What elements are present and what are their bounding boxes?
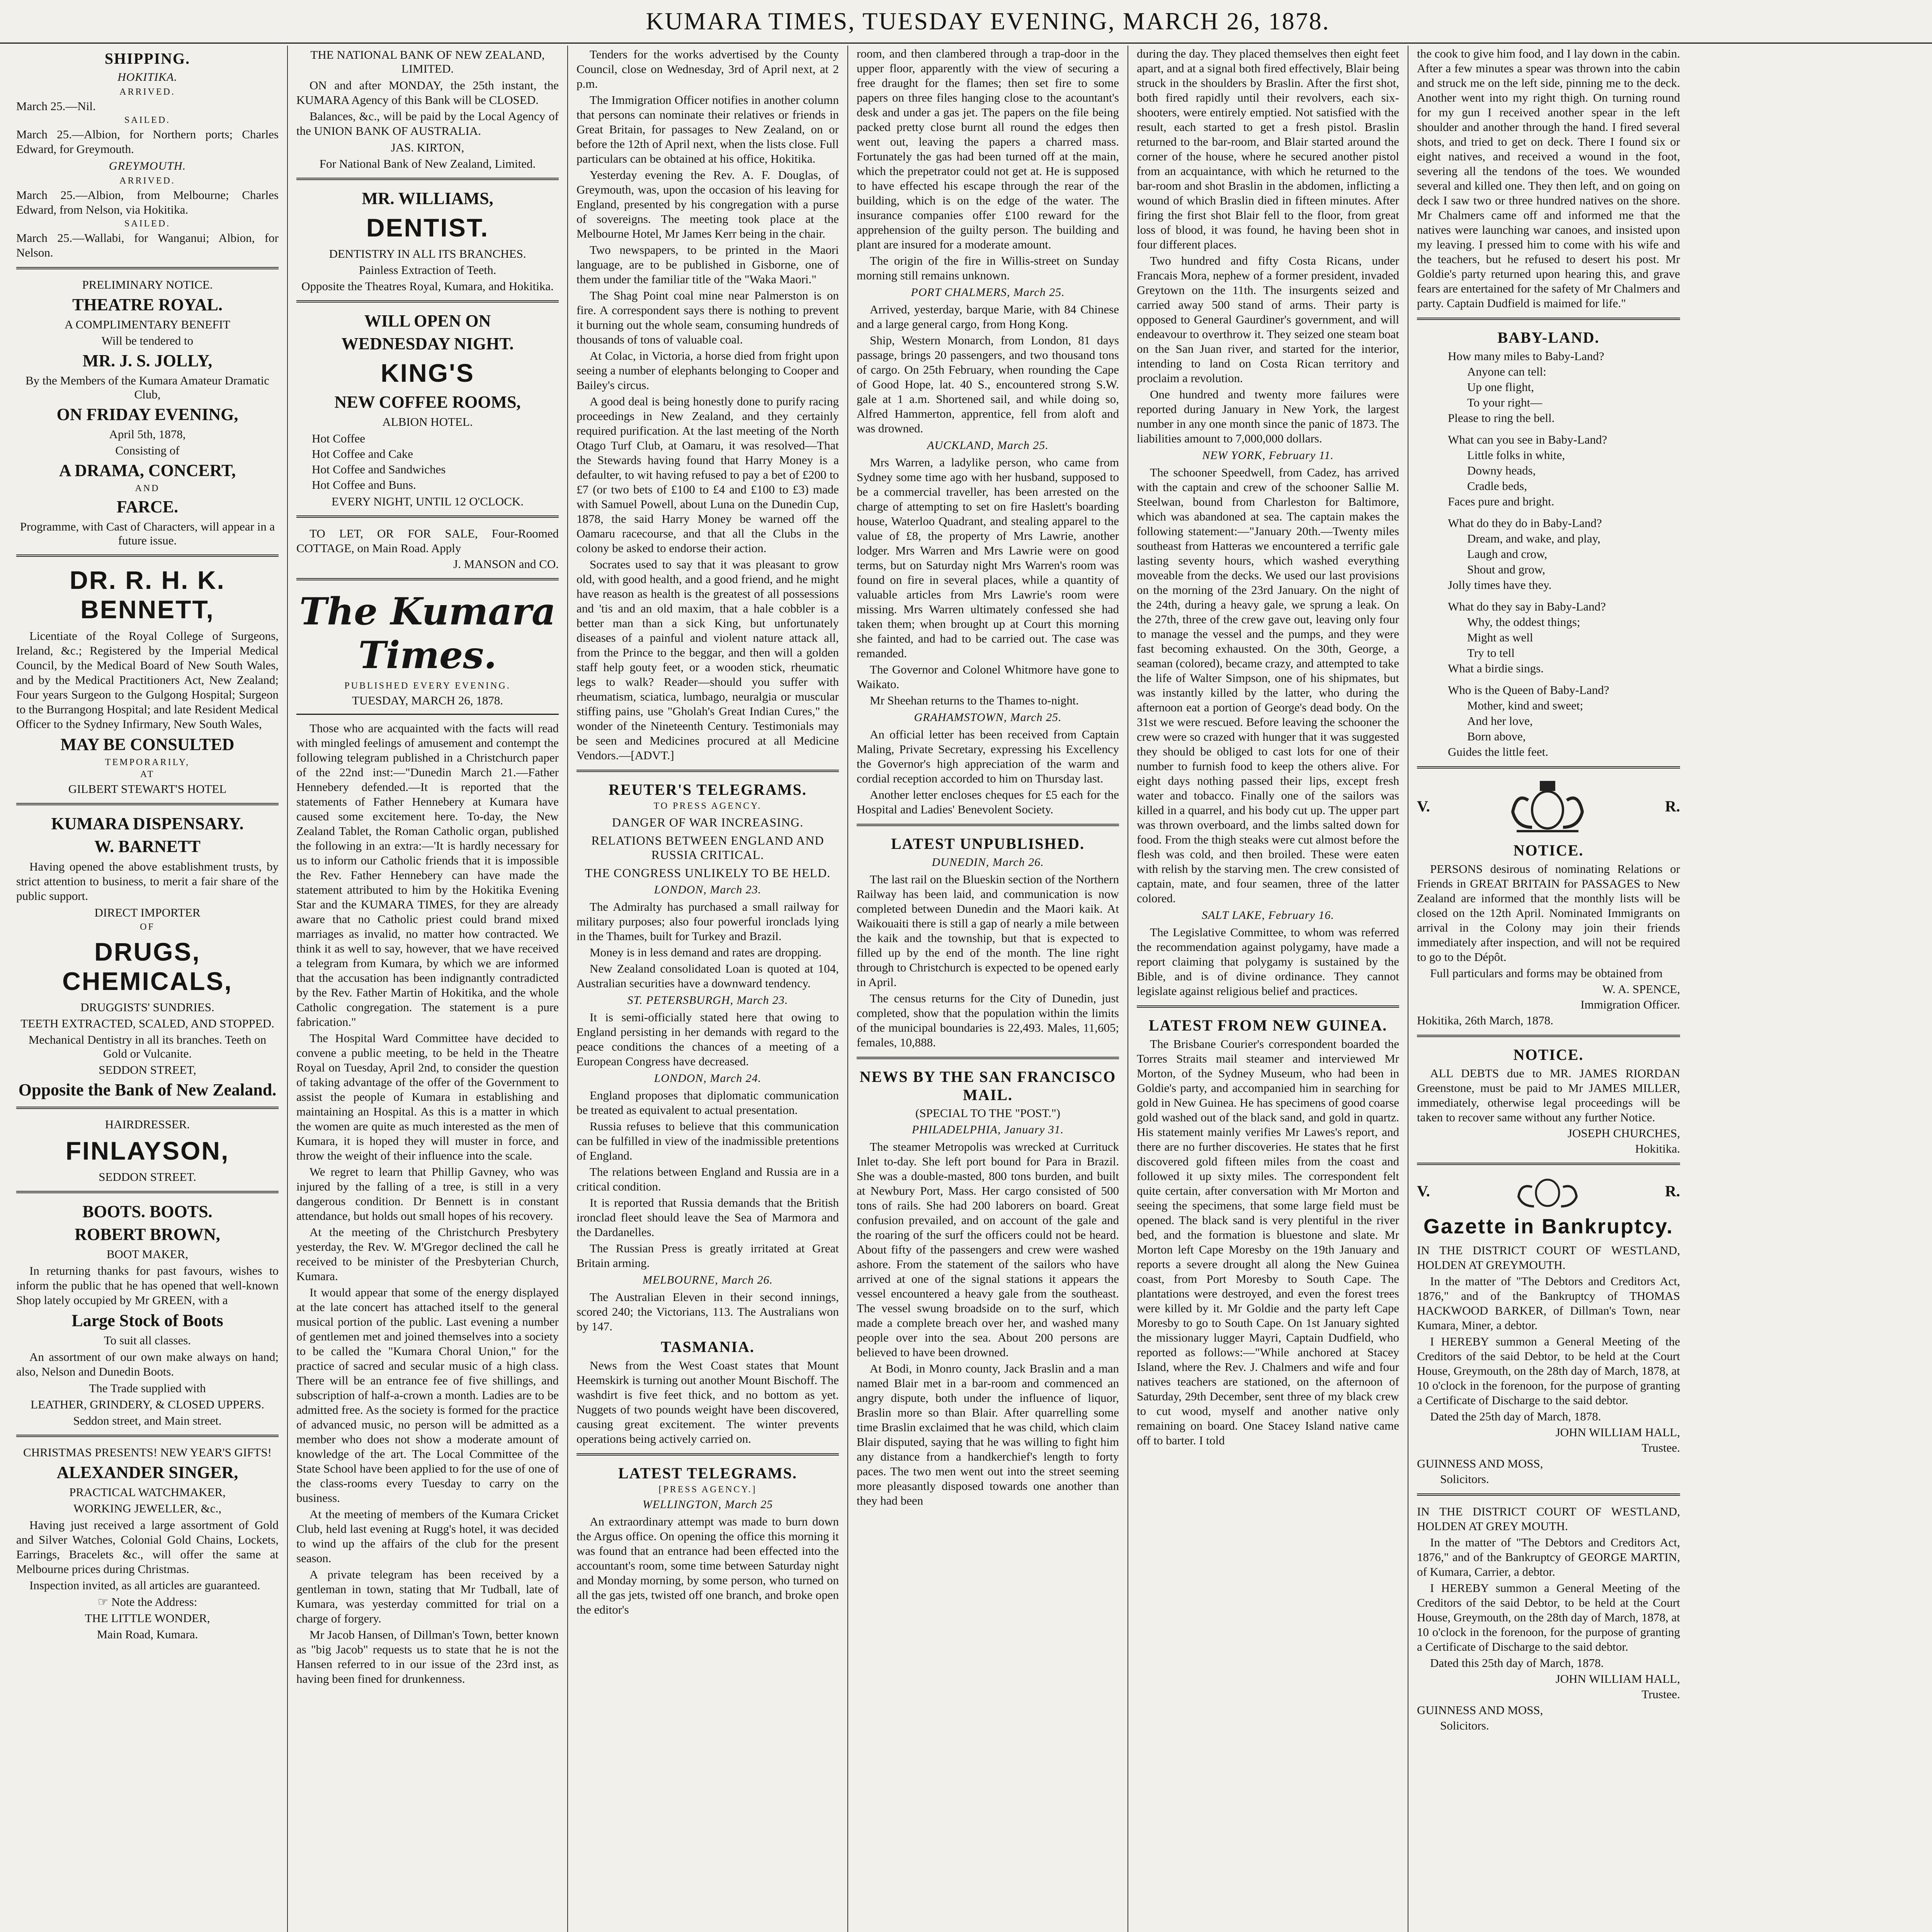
poem-line: What do they do in Baby-Land? xyxy=(1448,516,1602,530)
reuters-3: New Zealand consolidated Loan is quoted at 104, Australian securities have a downward tendency. xyxy=(577,962,839,990)
poem-line: Try to tell xyxy=(1467,646,1515,660)
wellington-dateline: WELLINGTON, March 25 xyxy=(642,1498,773,1511)
divider xyxy=(296,578,559,582)
hokitika-arrived: March 25.—Nil. xyxy=(16,99,96,113)
para-3: One hundred and twenty more failures were reported during January in New York, the largest number in any one month since the panic of 1873. The liabilities amount to 7,000,000 dollars. xyxy=(1137,388,1399,445)
greymouth-heading: GREYMOUTH. xyxy=(109,160,186,172)
divider xyxy=(577,770,839,774)
trustee-1: Trustee. xyxy=(1641,1441,1680,1454)
sailed-label: SAILED. xyxy=(124,115,171,125)
poem-line: Little folks in white, xyxy=(1467,448,1565,462)
poem-line: What can you see in Baby-Land? xyxy=(1448,433,1607,446)
poem-line: Jolly times have they. xyxy=(1448,578,1552,592)
press-agency: TO PRESS AGENCY. xyxy=(653,801,762,811)
watchmaker: PRACTICAL WATCHMAKER, xyxy=(69,1485,226,1499)
crest-v-2: V. xyxy=(1417,1182,1430,1200)
bank-text: ON and after MONDAY, the 25th instant, the KUMARA Agency of this Bank will be CLOSED. xyxy=(296,78,559,107)
divider xyxy=(296,300,559,304)
divider xyxy=(16,1107,279,1111)
reuters-heading: REUTER'S TELEGRAMS. xyxy=(609,781,807,798)
arrived-label-2: ARRIVED. xyxy=(119,176,175,186)
coffee-3: Hot Coffee and Sandwiches xyxy=(312,463,446,476)
poem-line: Downy heads, xyxy=(1467,464,1536,477)
bankruptcy-4: I HEREBY summon a General Meeting of the Creditors of the said Debtor, to be held at the Court House, Greymouth, on the 28th day of March, 1878, at 10 o'clock in the forenoon, for the purpose of granting a Certificate of Discharge to the said debtor. xyxy=(1417,1581,1680,1653)
editorial-6: At the meeting of members of the Kumara Cricket Club, held last evening at Rugg's hotel, it was decided to wind up the affairs of the club for the present season. xyxy=(296,1507,559,1565)
bank-text-2: Balances, &c., will be paid by the Local Agency of the UNION BANK OF AUSTRALIA. xyxy=(296,109,559,138)
baby-land-heading: BABY-LAND. xyxy=(1497,329,1600,346)
suit-classes: To suit all classes. xyxy=(104,1333,191,1347)
poem-line: Might as well xyxy=(1467,631,1533,644)
para-3: Yesterday evening the Rev. A. F. Douglas, of Greymouth, was, upon the occasion of his leaving for England, presented by his congregation with a purse of sovereigns. The meeting took place at the Melbourne Hotel, Mr James Kerr being in the chair. xyxy=(577,168,839,240)
reuters-4: It is semi-officially stated here that owing to England persisting in her demands with regard to the peace conditions the chances of a meeting of a European Congress have decreased. xyxy=(577,1010,839,1068)
divider xyxy=(16,1435,279,1439)
court-1: IN THE DISTRICT COURT OF WESTLAND, HOLDEN AT GREYMOUTH. xyxy=(1417,1243,1680,1272)
editorial-3: We regret to learn that Phillip Gavney, who was injured by the falling of a tree, is still in a very dangerous condition. Dr Bennett is in constant attendance, but holds out small hopes of his recovery. xyxy=(296,1165,559,1223)
pointing-hand-icon: ☞ xyxy=(97,1595,112,1609)
sailed-label-2: SAILED. xyxy=(124,219,171,229)
masthead: KUMARA TIMES, TUESDAY EVENING, MARCH 26, 1878. xyxy=(0,0,1932,44)
editorial-4: At the meeting of the Christchurch Presbytery yesterday, the Rev. W. M'Gregor declined the call he received to be minister of the Presbyterian Church, Kumara. xyxy=(296,1225,559,1283)
column-6 xyxy=(1408,46,1689,1932)
notice-2: Full particulars and forms may be obtained from xyxy=(1430,966,1663,980)
royal-coat-of-arms-icon xyxy=(1501,777,1594,835)
baby-land-poem xyxy=(1417,349,1680,759)
sundries: DRUGGISTS' SUNDRIES. xyxy=(80,1000,214,1014)
divider xyxy=(1417,1163,1680,1167)
bankruptcy-1: In the matter of "The Debtors and Creditors Act, 1876," and of the Bankruptcy of THOMAS HACKWOOD BARKER, of Dillman's Town, near Kumara, Miner, a debtor. xyxy=(1417,1274,1680,1332)
poem-line: Cradle beds, xyxy=(1467,479,1527,493)
para-2: The origin of the fire in Willis-street on Sunday morning still remains unknown. xyxy=(857,254,1119,282)
friday-evening: ON FRIDAY EVENING, xyxy=(56,405,238,424)
column-5 xyxy=(1128,46,1408,1932)
greymouth-arrived: March 25.—Albion, from Melbourne; Charles Edward, from Nelson, via Hokitika. xyxy=(16,188,279,216)
london-dateline: LONDON, March 23. xyxy=(654,883,762,896)
theatre-royal: THEATRE ROYAL. xyxy=(72,295,223,314)
para-4: Ship, Western Monarch, from London, 81 days passage, brings 20 passengers, and two thousand tons of cargo. On 25th February, when rounding the Cape of Good Hope, lat. 40 S., encountered strong S.W. gale at 1 a.m. Shortened sail, and while doing so, Alfred Hammerton, apprentice, fell from aloft and was drowned. xyxy=(857,333,1119,435)
arrived-label: ARRIVED. xyxy=(119,87,175,97)
para-5: Mrs Warren, a ladylike person, who came from Sydney some time ago with her husband, supposed to be a commercial traveller, has been arrested on the charge of attempting to set on fire Haslett's boarding house, Waterloo Quadrant, and stealing apparel to the value of £8, the property of Mrs Lawrie, another lodger. Mrs Warren and Mrs Lawrie were on good terms, but on Saturday night Mrs Warren's room was found on fire in several places, while a quantity of valuable articles from Mrs Lawrie's room were missing. Mrs Warren ultimately confessed she had taken them; when brought up at Court this morning she fainted, and had to be carried out. The case was remanded. xyxy=(857,456,1119,660)
bennett-text: Licentiate of the Royal College of Surgeons, Ireland, &c.; Registered by the Imperial Medical Council, by the Medical Board of New South Wales, and by the Medical Practitioners Act, New Zealand; Four years Surgeon to the Gulgong Hospital; Surgeon to the Burrangong Hospital; and late Resident Medical Officer to the Sydney Infirmary, New South Wales, xyxy=(16,629,279,731)
alexander-singer: ALEXANDER SINGER, xyxy=(56,1463,238,1482)
grahamstown-dateline: GRAHAMSTOWN, March 25. xyxy=(914,711,1062,724)
bank-heading: THE NATIONAL BANK OF NEW ZEALAND, LIMITED. xyxy=(310,48,545,75)
little-wonder: THE LITTLE WONDER, xyxy=(85,1611,210,1625)
programme: Programme, with Cast of Characters, will appear in a future issue. xyxy=(20,520,275,547)
royal-crest-row xyxy=(1417,777,1680,835)
cont-1: the cook to give him food, and I lay down in the cabin. After a few minutes a spear was thrown into the cabin and struck me on the left side, pinning me to the deck. Another went into my right thigh. On turning round for my gun I received another spear in the left shoulder and another through the hand. I fired several shots, and tried to get on deck. There I found six or eight natives, and received a wound in the foot, severing all the tendons of the toes. We wounded several and killed one. They then left, and on going on deck I saw two or three hundred natives on the shore. Mr Chalmers came off and informed me that the natives were launching war canoes, and insisted upon my leaving. I pressed him to come with his wife and the teachers, but he refused to desert his post. Mr Goldie's party returned upon hearing this, and grave fears are entertained for the safety of Mr Chalmers and party. Captain Dudfield is maimed for life." xyxy=(1417,47,1680,310)
singer-text: Having just received a large assortment of Gold and Silver Watches, Colonial Gold Chains, Lockets, Earrings, Bracelets &c., will offer the same at Melbourne prices during Christmas. xyxy=(16,1518,279,1576)
boot-maker: BOOT MAKER, xyxy=(106,1247,189,1261)
albion-hotel: ALBION HOTEL. xyxy=(382,415,473,429)
para-8: Socrates used to say that it was pleasant to grow old, with good health, and a good friend, and he might have reason as health is the greatest of all possessions and 'tis and an old maxim, that a hale cobbler is a better man than a sick King, but unfortunately diseases of a painful and violent nature attack all, from the Prince to the beggar, and then will a golden staff help gouty feet, or a wooden stick, rheumatic legs to walk? Reader—should you suffer with rheumatism, sciatica, lumbago, neuralgia or muscular stiffing pains, use "Gholah's Great Indian Cures," the wonder of the Nineteenth Century. Testimonials may be seen and Medicines procured at all Medicine Vendors.—[ADVT.] xyxy=(577,558,839,762)
kings: KING'S xyxy=(381,359,474,387)
para-12: The steamer Metropolis was wrecked at Currituck Inlet to-day. She left port bound for Para in Brazil. She was a double-masted, 800 tons burden, and built at Newbury Port, Mass. Her cargo consisted of 500 tons of rails. She had 200 laborers on board. Great confusion prevailed, and on account of the gale and the roaring of the surf the officers could not be heard. About fifty of the passengers and crew were washed ashore. From the statement of the sailors who have arrived at one of the signal stations it appears the vessel encountered a heavy gale from the southeast. The vessel swung broadside on to the surf, which made a complete breach over her, and washed many people over into the sea. About 200 persons are believed to have been drowned. xyxy=(857,1140,1119,1359)
column-4 xyxy=(848,46,1128,1932)
court-2: IN THE DISTRICT COURT OF WESTLAND, HOLDEN AT GREY MOUTH. xyxy=(1417,1505,1680,1533)
temporarily: TEMPORARILY, xyxy=(105,757,190,767)
para-6: The Governor and Colonel Whitmore have gone to Waikato. xyxy=(857,663,1119,691)
seddon-street-2: SEDDON STREET. xyxy=(99,1170,196,1184)
para-7: Mr Sheehan returns to the Thames to-night. xyxy=(870,694,1079,707)
unpublished-heading: LATEST UNPUBLISHED. xyxy=(891,835,1085,852)
hairdresser: HAIRDRESSER. xyxy=(105,1117,190,1131)
mechanical-dentistry: Mechanical Dentistry in all its branches. Teeth on Gold or Vulcanite. xyxy=(28,1033,267,1060)
divider xyxy=(857,1057,1119,1061)
dentist: DENTIST. xyxy=(366,213,489,242)
wednesday-night: WEDNESDAY NIGHT. xyxy=(341,334,514,353)
boots-heading: BOOTS. BOOTS. xyxy=(82,1202,213,1221)
divider xyxy=(296,714,559,715)
para-3: Arrived, yesterday, barque Marie, with 84 Chinese and a large general cargo, from Hong Kong. xyxy=(857,303,1119,331)
poem-line: Dream, and wake, and play, xyxy=(1467,532,1600,545)
latest-telegrams-heading: LATEST TELEGRAMS. xyxy=(618,1464,798,1482)
and-label: AND xyxy=(135,483,160,493)
kumara-times-title: The Kumara Times. xyxy=(299,590,556,677)
para-1: Tenders for the works advertised by the County Council, close on Wednesday, 3rd of April next, at 2 p.m. xyxy=(577,48,839,90)
coffee-2: Hot Coffee and Cake xyxy=(312,447,413,461)
editorial-2: The Hospital Ward Committee have decided to convene a public meeting, to be held in the Theatre Royal on Tuesday, April 2nd, to consider the question of taking advantage of the offer of the Government to assist the people of Kumara in establishing and maintaining an Hospital. As this is a matter in which the women are quite as much interested as the men of Kumara, it is hoped they will muster in force, and throw the weight of their influence into the scale. xyxy=(296,1031,559,1162)
cont-1: during the day. They placed themselves then eight feet apart, and at a signal both fired effectively, Blair being struck in the shoulders by Braslin. After the first shot, both fired rapidly until their revolvers, each six-shooters, were entirely emptied. Not satisfied with the result, each started to get a fresh pistol. Braslin returned to the bar-room, and Blair started around the corner of the house, where he secured another pistol from an acquaintance, with which he returned to the bar-room and shot Braslin in the abdomen, inflicting a wound of which Braslin died in fifteen minutes. After firing the first shot Blair fell to the floor, from great loss of blood, it was found, he having been shot in four different places. xyxy=(1137,47,1399,251)
gazette-heading: Gazette in Bankruptcy. xyxy=(1423,1215,1674,1238)
benefit: A COMPLIMENTARY BENEFIT xyxy=(65,318,230,331)
editorial-7: A private telegram has been received by a gentleman in town, stating that Mr Tudball, late of Kumara, was yesterday committed for trial on a charge of forgery. xyxy=(296,1568,559,1625)
crest-v: V. xyxy=(1417,797,1430,815)
tendered: Will be tendered to xyxy=(101,334,194,347)
divider xyxy=(1417,318,1680,321)
greymouth-sailed: March 25.—Wallabi, for Wanganui; Albion, for Nelson. xyxy=(16,231,279,259)
bennett-heading: DR. R. H. K. BENNETT, xyxy=(70,566,225,624)
guinness-2: GUINNESS AND MOSS, xyxy=(1417,1703,1543,1717)
press-agency-2: [PRESS AGENCY.] xyxy=(658,1485,757,1495)
teeth-extracted: TEETH EXTRACTED, SCALED, AND STOPPED. xyxy=(20,1017,274,1030)
divider xyxy=(1137,1005,1399,1009)
brown-text: In returning thanks for past favours, wishes to inform the public that he has opened that well-known Shop lately occupied by Mr GREEN, with a xyxy=(16,1264,279,1307)
san-francisco-heading: NEWS BY THE SAN FRANCISCO MAIL. xyxy=(859,1068,1116,1104)
hokitika-heading: HOKITIKA. xyxy=(117,71,177,83)
inspection: Inspection invited, as all articles are guaranteed. xyxy=(29,1578,260,1592)
barnett-text: Having opened the above establishment trusts, by strict attention to business, to merit a fair share of the public support. xyxy=(16,860,279,903)
poem-line: Up one flight, xyxy=(1467,380,1534,394)
consisting: Consisting of xyxy=(115,444,180,457)
cont-1: room, and then clambered through a trap-door in the upper floor, apparently with the view of securing a free draught for the flames; then set fire to some papers on three files hanging close to the acountant's desk and under a gas jet. The papers on the file being packed pretty close burnt all round the edges then went out, leaving the papers a charred mass. Fortunately the gas had been turned off at the main, which the prepetrator could not get at. He is supposed to have effected his escape through the rear of the building, which is on the edge of the water. The insurance companies offer £100 reward for the apprehension of the guilty person. The building and plant are insured for a moderate amount. xyxy=(857,47,1119,251)
main-road: Main Road, Kumara. xyxy=(97,1628,198,1641)
dispensary-heading: KUMARA DISPENSARY. xyxy=(51,814,244,833)
latest-1: An extraordinary attempt was made to burn down the Argus office. On opening the office this morning it was found that an entrance had been effected into the accountant's room, some time between Saturday night and Monday morning, by some person, who turned on all the gas jets, twisted off one branch, and broke open the editor's xyxy=(577,1515,839,1616)
coffee-1: Hot Coffee xyxy=(312,432,366,445)
notice-3: ALL DEBTS due to MR. JAMES RIORDAN Greenstone, must be paid to Mr JAMES MILLER, immediately, otherwise legal proceedings will be taken to recover same without any further Notice. xyxy=(1417,1066,1680,1124)
guinness-1: GUINNESS AND MOSS, xyxy=(1417,1457,1543,1470)
seddon-street: SEDDON STREET, xyxy=(99,1063,196,1077)
royal-coat-of-arms-icon xyxy=(1509,1173,1586,1208)
poem-line: What a birdie sings. xyxy=(1448,662,1544,675)
auckland-dateline: AUCKLAND, March 25. xyxy=(927,439,1049,452)
hokitika-2: Hokitika. xyxy=(1635,1142,1680,1155)
salt-lake-dateline: SALT LAKE, February 16. xyxy=(1202,909,1334,922)
dunedin-dateline: DUNEDIN, March 26. xyxy=(932,856,1044,869)
reuters-10: The Australian Eleven in their second innings, scored 240; the Victorians, 113. The Australians won by 147. xyxy=(577,1290,839,1333)
special-post: (SPECIAL TO THE "POST.") xyxy=(915,1106,1060,1120)
poem-line: Born above, xyxy=(1467,730,1526,743)
editorial-date: TUESDAY, MARCH 26, 1878. xyxy=(352,694,503,707)
notice-1: PERSONS desirous of nominating Relations or Friends in GREAT BRITAIN for PASSAGES to New Zealand are informed that the monthly lists will be closed on the 12th April. Nominated Immigrants on arrival in the Colony may join their friends immediately after inspection, and will not be required to go to the Dépôt. xyxy=(1417,862,1680,964)
kirton-title: For National Bank of New Zealand, Limited. xyxy=(319,157,536,170)
reuters-6: Russia refuses to believe that this communication can be fulfilled in view of the inadmissible pretentions of England. xyxy=(577,1119,839,1162)
published: PUBLISHED EVERY EVENING. xyxy=(344,681,511,691)
relations-heading: RELATIONS BETWEEN ENGLAND AND RUSSIA CRITICAL. xyxy=(591,833,824,862)
para-11: The census returns for the City of Dunedin, just completed, show that the population within the limits of the municipal boundaries is 22,493. Males, 11,605; females, 10,888. xyxy=(857,992,1119,1049)
port-chalmers-dateline: PORT CHALMERS, March 25. xyxy=(911,286,1065,299)
editorial-1: Those who are acquainted with the facts will read with mingled feelings of amusement and contempt the following telegram published in a Christchurch paper of the 22nd inst:—"Dunedin March 21.—Father Hennebery defended.—It is reported that the statements of Father Hennebery at Kumara have caused some excitement here. To-day, the New Zealand Tablet, the Roman Catholic organ, published the following in an extra:—'It is hardly necessary for us to inform our Catholic friends that it is impossible the Rev. Father Hennebery can have made the statement attributed to him by the Hokitika Evening Star and the KUMARA TIMES, for they are already aware that no Catholic priest could brand mixed marriages as invalid, no matter how contracted. We think it as well to say, however, that we have received a telegram from Kumara, by which we are informed that the accusation has been indignantly contradicted by the Rev. Father Martin of Hokitika, and the whole Catholic congregation. The statement is a pure fabrication." xyxy=(296,721,559,1029)
jeweller: WORKING JEWELLER, &c., xyxy=(73,1502,222,1515)
opposite-theatres: Opposite the Theatres Royal, Kumara, and Hokitika. xyxy=(301,279,554,293)
manson: J. MANSON and CO. xyxy=(453,557,559,571)
divider xyxy=(1417,766,1680,770)
coffee-rooms: NEW COFFEE ROOMS, xyxy=(334,393,521,412)
para-10: The last rail on the Blueskin section of the Northern Railway has been laid, and communication is now completed between Dunedin and the Maori kaik. At Waikouaiti there is still a gap of nearly a mile between the kaik and the township, but that is expected to filled up by the end of the month. The line right through to Christchurch is expected to be opened early in April. xyxy=(857,872,1119,989)
drama-concert: A DRAMA, CONCERT, xyxy=(59,461,236,480)
danger-heading: DANGER OF WAR INCREASING. xyxy=(612,815,804,829)
hall-1: JOHN WILLIAM HALL, xyxy=(1555,1425,1680,1439)
tasmania-1: News from the West Coast states that Mount Heemskirk is turning out another Mount Bischoff. The washdirt is five feet thick, and no bottom as yet. Nuggets of two pounds weight have been discovered, causing great excitement. The winter prevents operations being actively carried on. xyxy=(577,1359,839,1446)
hokitika-sailed: March 25.—Albion, for Northern ports; Charles Edward, for Greymouth. xyxy=(16,128,279,156)
assortment: An assortment of our own make always on hand; also, Nelson and Dunedin Boots. xyxy=(16,1350,279,1378)
robert-brown: ROBERT BROWN, xyxy=(75,1225,220,1244)
poem-line: What do they say in Baby-Land? xyxy=(1448,600,1606,613)
opposite-bank: Opposite the Bank of New Zealand. xyxy=(18,1080,277,1099)
notice-heading: NOTICE. xyxy=(1513,842,1584,859)
hokitika-date: Hokitika, 26th March, 1878. xyxy=(1417,1014,1554,1027)
para-2: Two hundred and fifty Costa Ricans, under Francais Mora, nephew of a former president, invaded Greytown on the 11th. The insurgents seized and carried away 500 stand of arms. Their party is opposed to General Gaurdiner's government, and will endeavour to overthrow it. They seized one steam boat on the San Juan river, and started for the interior, intending to land on Costa Rican territory and proclaim a revolution. xyxy=(1137,254,1399,385)
para-4: Two newspapers, to be printed in the Maori language, are to be published in Gisborne, one of them under the familiar title of the "Waka Maori." xyxy=(577,243,839,286)
trustee-2: Trustee. xyxy=(1641,1687,1680,1701)
reuters-7: The relations between England and Russia are in a critical condition. xyxy=(577,1165,839,1193)
spence: W. A. SPENCE, xyxy=(1602,982,1680,996)
seddon-main: Seddon street, and Main street. xyxy=(73,1414,222,1427)
tasmania-heading: TASMANIA. xyxy=(661,1338,755,1355)
jolly: MR. J. S. JOLLY, xyxy=(82,351,213,370)
poem-line: Mother, kind and sweet; xyxy=(1467,699,1583,712)
poem-line: Guides the little feet. xyxy=(1448,745,1548,759)
para-13: At Bodi, in Monro county, Jack Braslin and a man named Blair met in a bar-room and commenced an angry dispute, both under the influence of liquor, Braslin more so than Blair. After quarrelling some time Braslin exclaimed that he was child, which claim Blair disputed, saying that he was willing to fight him any distance from a handkerchief's length to forty paces. The two men went out into the street seeming more pleasantly disposed towards one another than they had been xyxy=(857,1362,1119,1507)
consulted: MAY BE CONSULTED xyxy=(60,735,235,754)
bankruptcy-3: In the matter of "The Debtors and Creditors Act, 1876," and of the Bankruptcy of GEORGE MARTIN, of Kumara, Carrier, a debtor. xyxy=(1417,1536,1680,1578)
para-6: At Colac, in Victoria, a horse died from fright upon seeing a number of elephants belonging to Cooper and Bailey's circus. xyxy=(577,349,839,392)
dentistry-branches: DENTISTRY IN ALL ITS BRANCHES. xyxy=(329,247,526,260)
trade-supplied: The Trade supplied with xyxy=(89,1381,206,1395)
poem-line: Shout and grow, xyxy=(1467,563,1546,576)
poem-line: Why, the oddest things; xyxy=(1467,615,1580,629)
congress-heading: THE CONGRESS UNLIKELY TO BE HELD. xyxy=(585,866,831,880)
dated-2: Dated this 25th day of March, 1878. xyxy=(1430,1656,1604,1670)
divider xyxy=(577,1453,839,1457)
by-members: By the Members of the Kumara Amateur Dramatic Club, xyxy=(26,374,269,401)
london-dateline-2: LONDON, March 24. xyxy=(654,1072,762,1085)
poem-line: And her love, xyxy=(1467,714,1533,728)
para-4: The schooner Speedwell, from Cadez, has arrived with the captain and crew of the schooner Sallie M. Steelwan, bound from Charleston for Baltimore, which was abandoned at sea. The captain makes the following statement:—"January 20th.—Twenty miles southeast from Hatteras we encountered a terrific gale lasting seventy hours, which washed everything moveable from the decks. We used our last provisions on the morning of the 23rd January. On the night of the 24th, during a heavy gale, we sprung a leak. On the 27th, three of the crew gave out, leaving only four to manage the vessel and the pumps, and they were fast becoming exhausted. On the 30th, George, a seaman (colored), became crazy, and attempted to take the life of Walter Simpson, one of his shipmates, but was instantly killed by the latter, who during the afternoon eat a portion of George's dead body. On the 31st we were rescued. Before leaving the schooner the crew were so crazed with hunger that it was suggested they should be obliged to cast lots for one of their number to furnish food to keep the others alive. For eight days nothing passed their lips, except fresh water and tobacco. Finally one of the sailors was killed in a quarrel, and his body cut up. The upper part was thrown overboard, and the limbs salted down for food. From the thigh steaks were cut almost before the flesh was cold, and then broiled. These were eaten with relish by the starving men. The crew consisted of captain, mate, and four seamen, three of the latter colored. xyxy=(1137,466,1399,905)
reuters-2: Money is in less demand and rates are dropping. xyxy=(590,946,822,959)
divider xyxy=(16,1191,279,1195)
divider xyxy=(16,554,279,558)
divider xyxy=(857,824,1119,828)
crest-r-2: R. xyxy=(1665,1182,1680,1200)
para-7: A good deal is being honestly done to purify racing proceedings in New Zealand, and they certainly required purification. At the last meeting of the North Otago Turf Club, at Oamaru, it was resolved—That the Stewards having found that Harry Money is a defaulter, to wit having refused to pay a bet of £200 to £7 (or two bets of £100 to £4 and £100 to £3) made with Samuel Powell, about Luna on the Dunedin Cup, 1878, the said Harry Money be warned off the Oamaru racecourse, and that all the Clubs in the colony be asked to endorse their action. xyxy=(577,395,839,555)
para-8: An official letter has been received from Captain Maling, Private Secretary, expressing his Excellency the Governor's high appreciation of the warm and cordial reception accorded to him on Thursday last. xyxy=(857,728,1119,785)
xmas-presents: CHRISTMAS PRESENTS! NEW YEAR'S GIFTS! xyxy=(23,1446,272,1459)
melbourne-dateline: MELBOURNE, March 26. xyxy=(642,1274,773,1286)
large-stock: Large Stock of Boots xyxy=(71,1311,223,1330)
st-petersburgh-dateline: ST. PETERSBURGH, March 23. xyxy=(627,994,788,1007)
coffee-4: Hot Coffee and Buns. xyxy=(312,478,416,492)
hall-2: JOHN WILLIAM HALL, xyxy=(1555,1672,1680,1685)
poem-line: To your right— xyxy=(1467,396,1543,409)
note-address xyxy=(16,1595,279,1609)
notice-heading-2: NOTICE. xyxy=(1513,1046,1584,1063)
divider xyxy=(16,267,279,271)
reuters-8: It is reported that Russia demands that the British ironclad fleet should leave the Sea of Marmora and the Dardanelles. xyxy=(577,1196,839,1239)
column-2 xyxy=(288,46,568,1932)
at-label: AT xyxy=(140,769,155,779)
poem-line: How many miles to Baby-Land? xyxy=(1448,349,1604,363)
leather-grindery: LEATHER, GRINDERY, & CLOSED UPPERS. xyxy=(31,1398,264,1411)
reuters-9: The Russian Press is greatly irritated at Great Britain arming. xyxy=(577,1242,839,1270)
solicitors-2: Solicitors. xyxy=(1440,1719,1489,1732)
poem-line: Faces pure and bright. xyxy=(1448,495,1554,508)
divider xyxy=(296,515,559,519)
shipping-heading: SHIPPING. xyxy=(104,50,190,67)
every-night: EVERY NIGHT, UNTIL 12 O'CLOCK. xyxy=(332,495,524,508)
philadelphia-dateline: PHILADELPHIA, January 31. xyxy=(912,1123,1064,1136)
crest-r: R. xyxy=(1665,797,1680,815)
painless: Painless Extraction of Teeth. xyxy=(359,263,497,277)
drugs-chemicals: DRUGS, CHEMICALS, xyxy=(62,937,233,995)
poem-line: Who is the Queen of Baby-Land? xyxy=(1448,683,1609,697)
new-guinea-heading: LATEST FROM NEW GUINEA. xyxy=(1148,1017,1388,1034)
divider xyxy=(296,178,559,182)
immigration-officer: Immigration Officer. xyxy=(1580,998,1680,1011)
poem-line: Laugh and crow, xyxy=(1467,547,1548,561)
editorial-8: Mr Jacob Hansen, of Dillman's Town, better known as "big Jacob" requests us to state that he is not the Hansen referred to in our issue of the 23rd inst, as having been fined for drunkenness. xyxy=(296,1628,559,1685)
divider xyxy=(1417,1493,1680,1497)
churches: JOSEPH CHURCHES, xyxy=(1567,1126,1680,1140)
para-6: The Brisbane Courier's correspondent boarded the Torres Straits mail steamer and interviewed Mr Morton, of the Sydney Museum, who had been in Goldie's party, and accompanied him in searching for gold in New Guinea. He has specimens of good coarse gold washed out of the black sand, and gold in quartz. His statement mainly verifies Mr Lawes's report, and there are no further discoveries. He states that he first discovered gold fifteen miles from the coast and followed it up sixty miles. The correspondent felt quite certain, after conversation with Mr Morton and seeing the specimens, that some large field must be opened. The black sand is very plentiful in the river bed, and the formation is bluestone and slate. Mr Morton left Cape Moresby on the 19th January and reports a severe drought all along the New Guinea coast, from Port Moresby to South Cape. The plantations were destroyed, and even the forest trees were killed by it. Mr Goldie and the party left Cape Moresby to go to South Cape. On 1st January sighted the missionary lugger Mayri, Captain Dudfield, who reported as follows:—"While anchored at Stacey Island, where the Rev. J. Chalmers and wife and four natives teachers are stationed, on the afternoon of Saturday, 29th December, sent three of my black crew to cut wood, myself and another native only remaining on board. One Stacey Island native came off to barter. I told xyxy=(1137,1037,1399,1447)
bankruptcy-2: I HEREBY summon a General Meeting of the Creditors of the said Debtor, to be held at the Court House, Greymouth, on the 28th day of March, 1878, at 10 o'clock in the forenoon, for the purpose of granting a Certificate of Discharge to the said debtor. xyxy=(1417,1335,1680,1407)
divider xyxy=(1417,1035,1680,1039)
farce: FARCE. xyxy=(116,497,179,516)
divider xyxy=(16,803,279,807)
williams: MR. WILLIAMS, xyxy=(362,189,493,208)
para-9: Another letter encloses cheques for £5 each for the Hospital and Ladies' Benevolent Society. xyxy=(857,788,1119,816)
barnett: W. BARNETT xyxy=(94,837,201,856)
direct-importer: DIRECT IMPORTER xyxy=(94,906,201,919)
finlayson: FINLAYSON, xyxy=(65,1136,230,1165)
new-york-dateline: NEW YORK, February 11. xyxy=(1202,449,1334,462)
para-5: The Shag Point coal mine near Palmerston is on fire. A correspondent says there is nothing to prevent it burning out the whole seam, consuming hundreds of thousands of tons of valuable coal. xyxy=(577,289,839,346)
para-2: The Immigration Officer notifies in another column that persons can nominate their relatives or friends in Great Britain, for passages to New Zealand, on or before the 12th of April next, when the lists close. Full particulars can be obtained at his office, Hokitika. xyxy=(577,93,839,165)
gilbert-hotel: GILBERT STEWART'S HOTEL xyxy=(68,782,227,796)
prelim-notice: PRELIMINARY NOTICE. xyxy=(82,278,213,291)
royal-crest-row-2 xyxy=(1417,1173,1680,1208)
will-open: WILL OPEN ON xyxy=(364,311,491,330)
kirton: JAS. KIRTON, xyxy=(391,141,464,154)
columns xyxy=(8,46,1932,1932)
column-3 xyxy=(568,46,848,1932)
of-label: OF xyxy=(140,922,155,932)
editorial-5: It would appear that some of the energy displayed at the late concert has attached itself to the general musical portion of the public. Last evening a number of gentlemen met and joined themselves into a society to be called the "Kumara Choral Union," for the practice of sacred and secular music of a high class. There will be an entrance fee of five shillings, and subscription of half-a-crown a month. Ladies are to be admitted free. As the society is formed for the practice of advanced music, no person will be admitted as a member who does not show a moderate amount of knowledge of the art. The Local Committee of the State School have been applied to for the use of one of the class-rooms every Tuesday to carry on the business. xyxy=(296,1286,559,1505)
column-1 xyxy=(8,46,288,1932)
poem-line: Anyone can tell: xyxy=(1467,365,1546,378)
reuters-1: The Admiralty has purchased a small railway for military purposes; also four powerful ironclads lying in the Thames, built for Turkey and Brazil. xyxy=(577,900,839,943)
para-5: The Legislative Committee, to whom was referred the recommendation against polygamy, have made a report claiming that polygamy is sustained by the Bible, and is of divine ordinance. They cannot legislate against religious belief and practices. xyxy=(1137,925,1399,998)
reuters-5: England proposes that diplomatic communication be treated as equivalent to actual presentation. xyxy=(577,1088,839,1117)
solicitors-1: Solicitors. xyxy=(1440,1472,1489,1486)
dated-1: Dated the 25th day of March, 1878. xyxy=(1430,1410,1601,1423)
to-let: TO LET, OR FOR SALE, Four-Roomed COTTAGE, on Main Road. Apply xyxy=(296,527,559,555)
poem-line: Please to ring the bell. xyxy=(1448,411,1555,425)
april-date: April 5th, 1878, xyxy=(109,427,186,441)
note-address-text: Note the Address: xyxy=(111,1595,197,1609)
